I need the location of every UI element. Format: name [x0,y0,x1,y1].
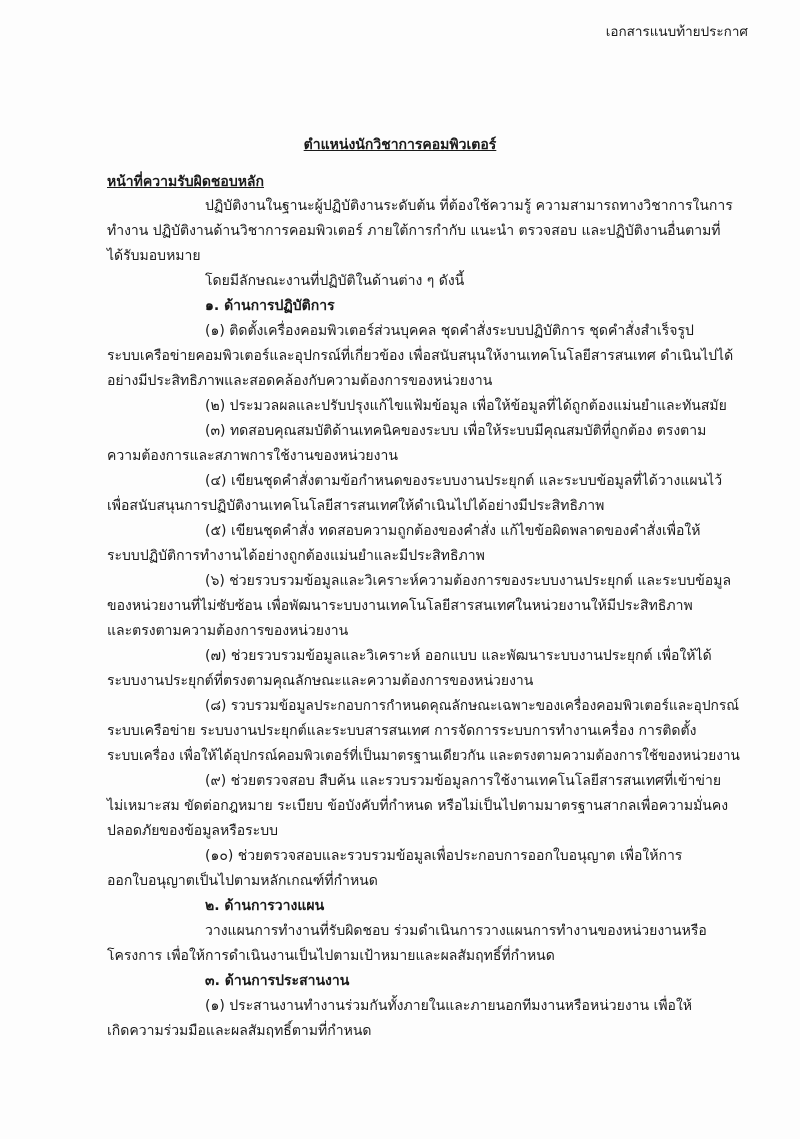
body-text-line: (๘) รวบรวมข้อมูลประกอบการกำหนดคุณลักษณะเฉพาะของเครื่องคอมพิวเตอร์และอุปกรณ์ [205,698,740,714]
body-text-line: ของหน่วยงานที่ไม่ซับซ้อน เพื่อพัฒนาระบบงานเทคโนโลยีสารสนเทศในหน่วยงานให้มีประสิทธิภาพ [107,598,693,614]
body-text-line: (๕) เขียนชุดคำสั่ง ทดสอบความถูกต้องของคำสั่ง แก้ไขข้อผิดพลาดของคำสั่งเพื่อให้ [205,523,701,539]
body-text-line: (๖) ช่วยรวบรวมข้อมูลและวิเคราะห์ความต้องการของระบบงานประยุกต์ และระบบข้อมูล [205,573,732,589]
subsection-heading: ๒. ด้านการวางแผน [205,898,325,914]
body-text-line: (๙) ช่วยตรวจสอบ สืบค้น และรวบรวมข้อมูลการใช้งานเทคโนโลยีสารสนเทศที่เข้าข่าย [205,773,722,789]
body-text-line: ทำงาน ปฏิบัติงานด้านวิชาการคอมพิวเตอร์ ภายใต้การกำกับ แนะนำ ตรวจสอบ และปฏิบัติงานอื่นตามที่ [107,223,721,239]
body-text-line: ระบบปฏิบัติการทำงานได้อย่างถูกต้องแม่นยำและมีประสิทธิภาพ [107,548,485,564]
body-text-line: (๓) ทดสอบคุณสมบัติด้านเทคนิคของระบบ เพื่อให้ระบบมีคุณสมบัติที่ถูกต้อง ตรงตาม [205,423,707,439]
body-text-line: และตรงตามความต้องการของหน่วยงาน [107,623,349,639]
body-text-line: (๑) ติดตั้งเครื่องคอมพิวเตอร์ส่วนบุคคล ชุดคำสั่งระบบปฏิบัติการ ชุดคำสั่งสำเร็จรูป [205,323,694,339]
body-text-line: เพื่อสนับสนุนการปฏิบัติงานเทคโนโลยีสารสนเทศให้ดำเนินไปได้อย่างมีประสิทธิภาพ [107,498,605,514]
body-text-line: วางแผนการทำงานที่รับผิดชอบ ร่วมดำเนินการวางแผนการทำงานของหน่วยงานหรือ [205,923,707,939]
body-text-line: เกิดความร่วมมือและผลสัมฤทธิ์ตามที่กำหนด [107,1023,372,1039]
subsection-heading: ๑. ด้านการปฏิบัติการ [205,298,335,314]
body-text-line: (๔) เขียนชุดคำสั่งตามข้อกำหนดของระบบงานประยุกต์ และระบบข้อมูลที่ได้วางแผนไว้ [205,473,723,489]
body-text-line: ระบบงานประยุกต์ที่ตรงตามคุณลักษณะและความต้องการของหน่วยงาน [107,673,534,689]
body-text-line: ระบบเครือข่าย ระบบงานประยุกต์และระบบสารสนเทศ การจัดการระบบการทำงานเครื่อง การติดตั้ง [107,723,697,739]
body-text-line: ไม่เหมาะสม ขัดต่อกฎหมาย ระเบียบ ข้อบังคับที่กำหนด หรือไม่เป็นไปตามมาตรฐานสากลเพื่อความมั่นคง [107,798,729,814]
body-text-line: ได้รับมอบหมาย [107,248,201,264]
subsection-heading: ๓. ด้านการประสานงาน [205,973,350,989]
body-text-line: ปลอดภัยของข้อมูลหรือระบบ [107,823,278,839]
body-text-line: (๗) ช่วยรวบรวมข้อมูลและวิเคราะห์ ออกแบบ และพัฒนาระบบงานประยุกต์ เพื่อให้ได้ [205,648,712,664]
body-text-line: ระบบเครื่อง เพื่อให้ได้อุปกรณ์คอมพิวเตอร์ที่เป็นมาตรฐานเดียวกัน และตรงตามความต้องการใช้ของหน่วยงาน [107,748,740,764]
body-text-line: ปฏิบัติงานในฐานะผู้ปฏิบัติงานระดับต้น ที่ต้องใช้ความรู้ ความสามารถทางวิชาการในการ [205,198,733,214]
body-text-line: ออกใบอนุญาตเป็นไปตามหลักเกณฑ์ที่กำหนด [107,873,378,889]
body-text-line: ความต้องการและสภาพการใช้งานของหน่วยงาน [107,448,398,464]
body-text-line: อย่างมีประสิทธิภาพและสอดคล้องกับความต้องการของหน่วยงาน [107,373,493,389]
body-text-line: (๑) ประสานงานทำงานร่วมกันทั้งภายในและภายนอกทีมงานหรือหน่วยงาน เพื่อให้ [205,998,693,1014]
section-heading: หน้าที่ความรับผิดชอบหลัก [107,174,264,190]
body-text-line: (๑๐) ช่วยตรวจสอบและรวบรวมข้อมูลเพื่อประกอบการออกใบอนุญาต เพื่อให้การ [205,848,683,864]
header-note: เอกสารแนบท้ายประกาศ [605,24,748,40]
body-text-line: โครงการ เพื่อให้การดำเนินงานเป็นไปตามเป้าหมายและผลสัมฤทธิ์ที่กำหนด [107,948,555,964]
body-text-line: (๒) ประมวลผลและปรับปรุงแก้ไขแฟ้มข้อมูล เพื่อให้ข้อมูลที่ได้ถูกต้องแม่นยำและทันสมัย [205,398,727,414]
document-title: ตำแหน่งนักวิชาการคอมพิวเตอร์ [303,137,497,153]
body-text-line: ระบบเครือข่ายคอมพิวเตอร์และอุปกรณ์ที่เกี่ยวข้อง เพื่อสนับสนุนให้งานเทคโนโลยีสารสนเทศ ดำเนินไปได้ [107,348,734,364]
body-text-line: โดยมีลักษณะงานที่ปฏิบัติในด้านต่าง ๆ ดังนี้ [205,273,465,289]
